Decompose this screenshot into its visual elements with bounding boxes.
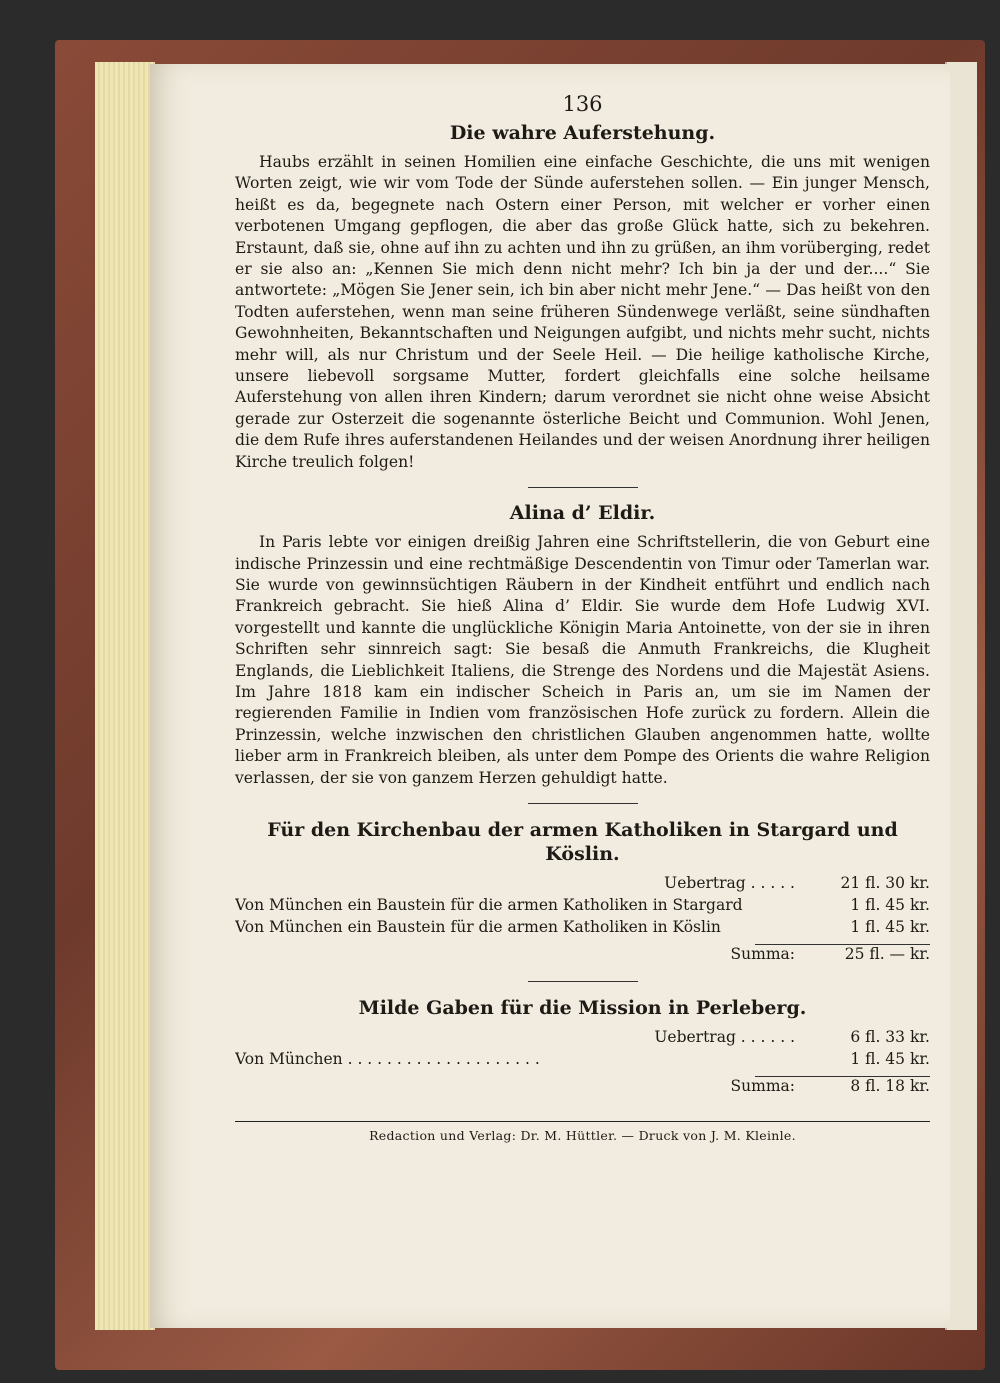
article-title: Die wahre Auferstehung. [449,122,716,144]
ledger-row [235,874,930,896]
sum-amount: 8 fl. 18 kr. [850,1076,930,1095]
ledger-row-desc: Uebertrag . . . . . . [654,1027,795,1046]
divider [528,487,638,488]
ledger-title: Für den Kirchenbau der armen Katholiken in Stargard und Köslin. [267,818,898,865]
ledger-row-desc: Von München . . . . . . . . . . . . . . . . . . . . [235,1049,540,1068]
ledger-row-amount: 1 fl. 45 kr. [850,1049,930,1068]
ledger-row-amount: 21 fl. 30 kr. [840,873,930,892]
ledger-row [235,918,930,940]
article-true-resurrection [235,122,930,473]
ledger-row-amount: 1 fl. 45 kr. [850,917,930,936]
ledger-row-desc: Uebertrag . . . . . [664,873,795,892]
article-title: Alina d’ Eldir. [509,502,656,525]
ledger-sum-row [235,945,930,967]
divider [528,981,638,982]
donation-list-stargard [235,818,930,967]
ledger-row [235,896,930,918]
article-body: Haubs erzählt in seinen Homilien eine einfache Geschichte, die uns mit wenigen Worten zeigt, wie wir vom Tode der Sünde auferstehen sollen. — Ein junger Mensch, heißt es da, begegnete nach Ostern einer Person, mit welcher er vorher einen verbotenen Umgang gepflogen, die aber das große Glück hatte, sich zu bekehren. Erstaunt, daß sie, ohne auf ihn zu achten und ihn zu grüßen, an ihm vorüberging, redet er sie also an: „Kennen Sie mich denn nicht mehr? Ich bin ja der und der....“ Sie antwortete: „Mögen Sie Jener sein, ich bin aber nicht mehr Jene.“ — Das heißt von den Todten auferstehen, wenn man seine früheren Sündenwege verläßt, seine sündhaften Gewohnheiten, Bekanntschaften und Neigungen aufgibt, und nichts mehr sucht, nichts mehr will, als nur Christum und der Seele Heil. — Die heilige katholische Kirche, unsere liebevoll sorgsame Mutter, fordert gleichfalls eine solche heilsame Auferstehung von allen ihren Kindern; darum verordnet sie nicht ohne weise Absicht gerade zur Osterzeit die sogenannte österliche Beicht und Communion. Wohl Jenen, die dem Rufe ihres auferstandenen Heilandes und der weisen Anordnung ihrer heiligen Kirche treulich folgen! [235,153,930,471]
ledger-row-amount: 6 fl. 33 kr. [850,1027,930,1046]
article-alina-deldir [235,502,930,789]
ledger-title: Milde Gaben für die Mission in Perleberg. [358,996,807,1019]
ledger-row [235,1028,930,1050]
ledger-row [235,1050,930,1072]
ledger-row-desc: Von München ein Baustein für die armen Katholiken in Stargard [235,895,743,914]
divider [528,803,638,804]
ledger-sum-row [235,1077,930,1099]
imprint: Redaction und Verlag: Dr. M. Hüttler. — Druck von J. M. Kleinle. [369,1127,796,1143]
page-number: 136 [562,92,603,116]
donation-list-perleberg [235,996,930,1099]
sum-label: Summa: [730,944,795,963]
page-content [235,92,930,1143]
ledger-row-desc: Von München ein Baustein für die armen Katholiken in Köslin [235,917,721,936]
page-edges [95,62,155,1330]
ledger-row-amount: 1 fl. 45 kr. [850,895,930,914]
article-body: In Paris lebte vor einigen dreißig Jahren eine Schriftstellerin, die von Geburt eine indische Prinzessin und eine rechtmäßige Descendentin von Timur oder Tamerlan war. Sie wurde von gewinnsüchtigen Räubern in der Kindheit entführt und endlich nach Frankreich gebracht. Sie hieß Alina d’ Eldir. Sie wurde dem Hofe Ludwig XVI. vorgestellt und kannte die unglückliche Königin Maria Antoinette, von der sie in ihren Schriften sehr sinnreich sagt: Sie besaß die Anmuth Frankreichs, die Klugheit Englands, die Lieblichkeit Italiens, die Strenge des Nordens und die Majestät Asiens. Im Jahre 1818 kam ein indischer Scheich in Paris an, um sie im Namen der regierenden Familie in Indien vom französischen Hofe zurück zu fordern. Allein die Prinzessin, welche inzwischen den christlichen Glauben angenommen hatte, wollte lieber arm in Frankreich bleiben, als unter dem Pompe des Orients die wahre Religion verlassen, der sie von ganzem Herzen gehuldigt hatte. [235,533,930,787]
sum-label: Summa: [730,1076,795,1095]
sum-amount: 25 fl. — kr. [844,944,930,963]
footer-rule [235,1121,930,1122]
